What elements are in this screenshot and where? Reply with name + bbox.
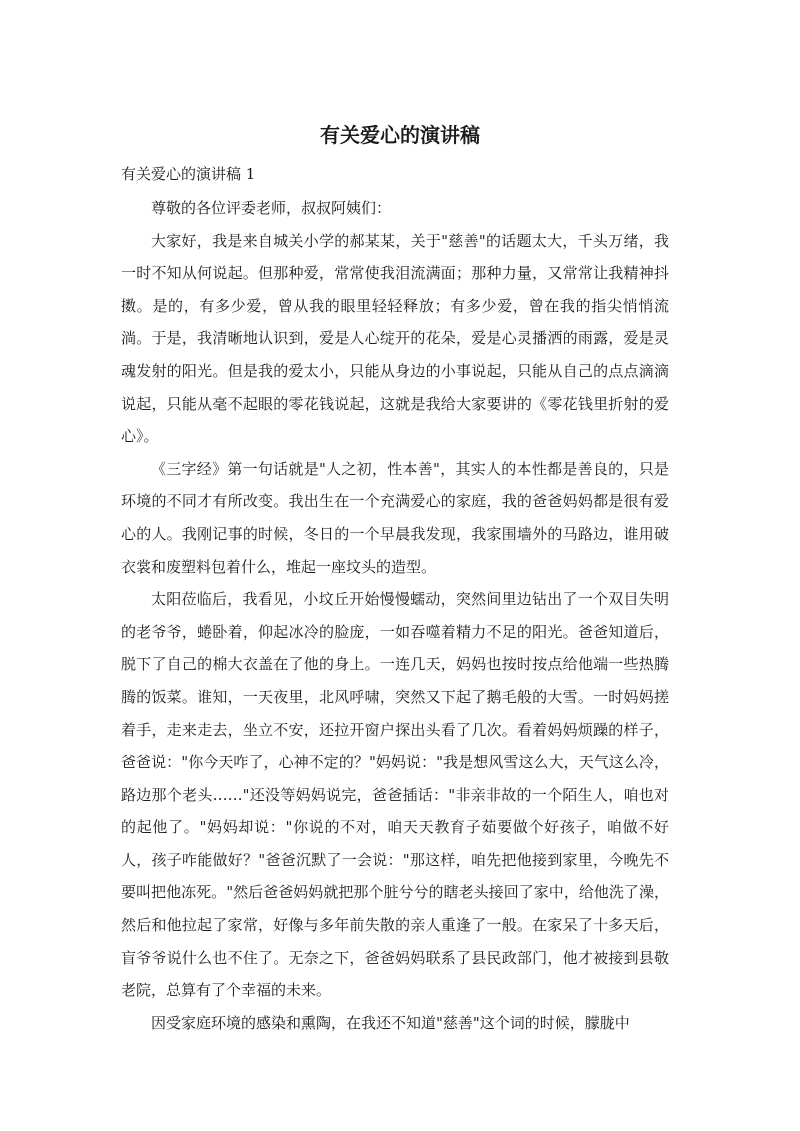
paragraph-old-man-story: 太阳莅临后，我看见，小坟丘开始慢慢蠕动，突然间里边钻出了一个双目失明的老爷爷，蜷卧着，仰起冰冷的脸庞，一如吞噬着精力不足的阳光。爸爸知道后，脱下了自己的棉大衣盖在了他的身上。一连几天，妈妈也按时按点给他端一些热腾腾的饭菜。谁知，一天夜里，北风呼啸，突然又下起了鹅毛般的大雪。一时妈妈搓着手，走来走去，坐立不安，还拉开窗户探出头看了几次。看着妈妈烦躁的样子，爸爸说："你今天咋了，心神不定的？"妈妈说："我是想风雪这么大，天气这么冷，路边那个老头……"还没等妈妈说完，爸爸插话："非亲非故的一个陌生人，咱也对的起他了。"妈妈却说："你说的不对，咱天天教育子茹要做个好孩子，咱做不好人，孩子咋能做好？"爸爸沉默了一会说："那这样，咱先把他接到家里，今晚先不要叫把他冻死。"然后爸爸妈妈就把那个脏兮兮的瞎老头接回了家中，给他洗了澡，然后和他拉起了家常，好像与多年前失散的亲人重逢了一般。在家呆了十多天后，盲爷爷说什么也不住了。无奈之下，爸爸妈妈联系了县民政部门，他才被接到县敬老院，总算有了个幸福的未来。 <box>121 590 669 1000</box>
paragraph-three-character-classic: 《三字经》第一句话就是"人之初，性本善"，其实人的本性都是善良的，只是环境的不同才有所改变。我出生在一个充满爱心的家庭，我的爸爸妈妈都是很有爱心的人。我刚记事的时候，冬日的一个早晨我发现，我家围墙外的马路边，谁用破衣裳和废塑料包着什么，堆起一座坟头的造型。 <box>121 459 669 576</box>
document-title: 有关爱心的演讲稿 <box>320 123 480 147</box>
paragraph-introduction: 大家好，我是来自城关小学的郝某某，关于"慈善"的话题太大，千头万绪，我一时不知从何说起。但那种爱，常常使我泪流满面；那种力量，又常常让我精神抖擞。是的，有多少爱，曾从我的眼里轻轻释放；有多少爱，曾在我的指尖悄悄流淌。于是，我清晰地认识到，爱是人心绽开的花朵，爱是心灵播洒的雨露，爱是灵魂发射的阳光。但是我的爱太小，只能从身边的小事说起，只能从自己的点点滴滴说起，只能从毫不起眼的零花钱说起，这就是我给大家要讲的《零花钱里折射的爱心》。 <box>121 231 669 446</box>
paragraph-salutation: 尊敬的各位评委老师，叔叔阿姨们： <box>151 199 392 217</box>
paragraph-family-influence: 因受家庭环境的感染和熏陶，在我还不知道"慈善"这个词的时候，朦胧中 <box>151 1013 630 1032</box>
document-subtitle: 有关爱心的演讲稿 1 <box>121 165 256 183</box>
document-body <box>121 192 669 1039</box>
